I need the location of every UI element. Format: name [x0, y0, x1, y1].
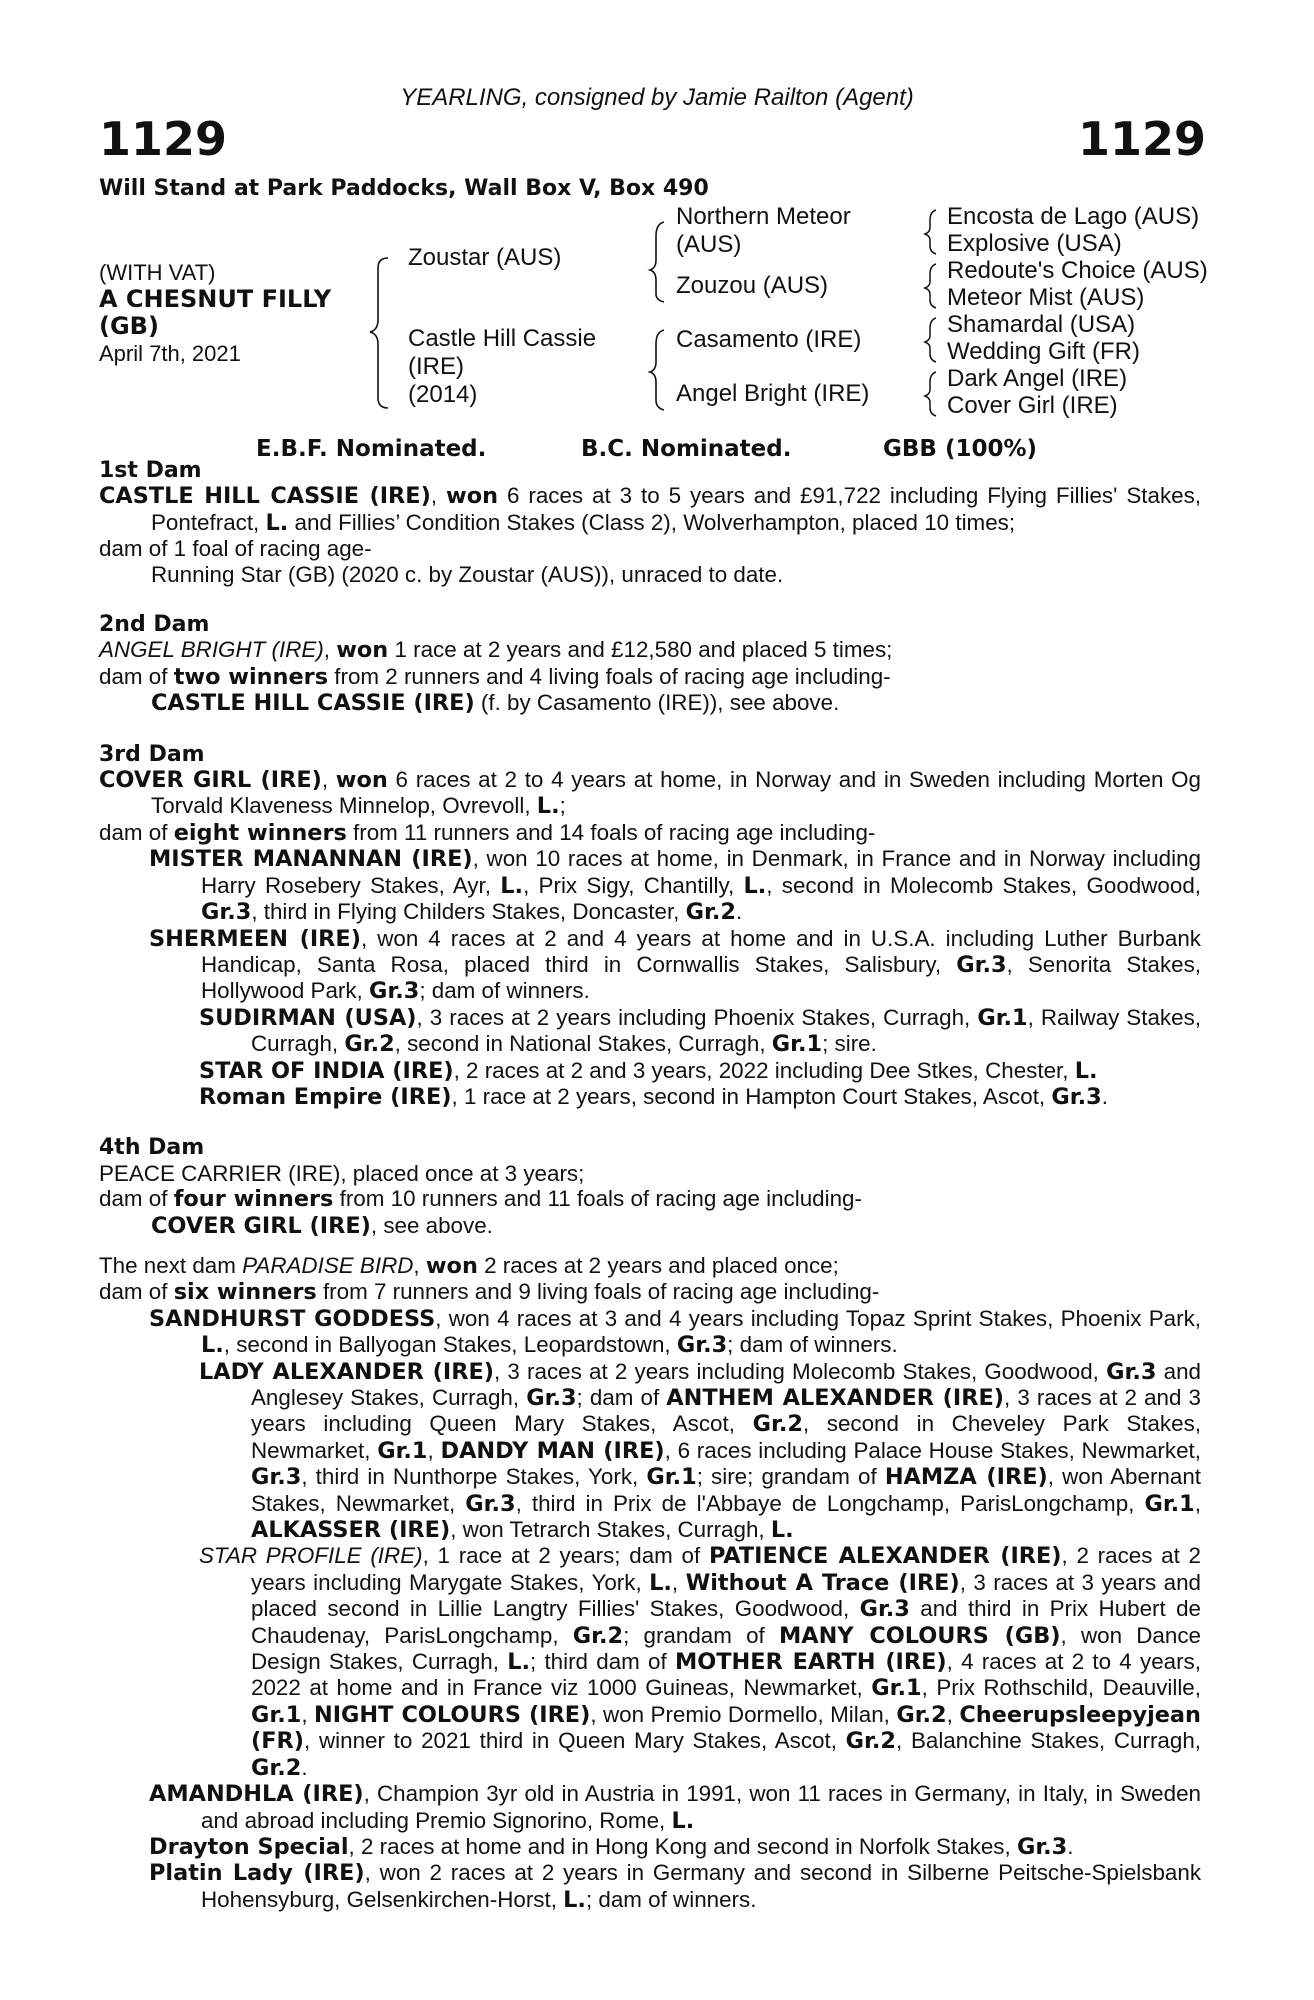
pedigree-brace-g12: [925, 210, 936, 254]
text-run: from 7 runners and 9 living foals of racing age including-: [316, 1279, 880, 1305]
bold-run: L.: [500, 872, 524, 899]
bold-run: Gr.1: [977, 1004, 1028, 1031]
bold-run: HAMZA (IRE): [884, 1464, 1048, 1491]
text-run: ; sire; grandam of: [696, 1464, 885, 1490]
text-run: .: [1101, 1083, 1108, 1109]
bold-run: Drayton Special: [149, 1833, 349, 1860]
text-run: Running Star (GB) (2020 c. by Zoustar (AUS)), unraced to date.: [151, 561, 784, 587]
text-run: ,: [413, 1252, 426, 1278]
text-run: , won Tetrarch Stakes, Curragh,: [450, 1517, 771, 1543]
bold-run: won: [336, 637, 389, 664]
dam3-produce-item: [99, 926, 1201, 1005]
pedigree-brace-main: [370, 258, 388, 408]
dam5-produce-item: [99, 1306, 1201, 1359]
text-run: 1 race at 2 years and £12,580 and placed 5 times;: [388, 637, 893, 663]
text-run: , third in Nunthorpe Stakes, York,: [301, 1464, 647, 1490]
text-run: ,: [430, 483, 447, 509]
dam4-heading: 4th Dam: [99, 1135, 205, 1161]
bold-run: Gr.1: [377, 1437, 428, 1464]
dam4-produce-intro: [99, 1186, 1201, 1212]
bold-run: ALKASSER (IRE): [251, 1517, 451, 1544]
text-run: ; third dam of: [529, 1649, 675, 1675]
text-run: ; dam of: [576, 1385, 667, 1410]
dam5-produce-item: [99, 1834, 1201, 1860]
bold-run: won: [335, 767, 388, 794]
text-run: ,: [671, 1569, 686, 1595]
text-run: and Anglesey Stakes, Curragh,: [251, 1358, 1201, 1410]
bold-run: LADY ALEXANDER (IRE): [199, 1358, 494, 1385]
text-run: ,: [323, 637, 337, 663]
lot-number-right: 1129: [1077, 112, 1206, 166]
dam5-produce-item: [99, 1860, 1201, 1913]
italic-run: PARADISE BIRD: [242, 1252, 414, 1278]
text-run: , Senorita Stakes, Hollywood Park,: [201, 951, 1202, 1004]
pedigree-brace-g78: [925, 372, 936, 416]
dam5-record: [99, 1253, 1201, 1279]
text-run: , 2 races at home and in Hong Kong and second in Norfolk Stakes,: [348, 1833, 1017, 1859]
text-run: 2 races at 2 years and placed once;: [477, 1252, 839, 1278]
bold-run: eight winners: [173, 819, 347, 846]
dam3-produce-item: [99, 846, 1201, 925]
dam1-produce-item: [99, 562, 1201, 587]
text-run: , 3 races at 2 years including Phoenix Stakes, Curragh,: [416, 1004, 978, 1030]
dam3-produce-intro: [99, 820, 1201, 846]
vat-note: (WITH VAT): [99, 260, 216, 285]
bold-run: Gr.1: [1144, 1490, 1195, 1517]
text-run: ,: [946, 1701, 960, 1727]
bold-run: Gr.1: [251, 1701, 302, 1728]
pedigree-brace-g34: [925, 264, 936, 308]
text-run: , Champion 3yr old in Austria in 1991, won 11 races in Germany, in Italy, in Sweden and abroad including Premio Signorino, Rome,: [201, 1781, 1201, 1833]
bold-run: Gr.3: [1051, 1083, 1102, 1110]
pedigree-sire: Zoustar (AUS): [408, 244, 562, 271]
text-run: dam of: [99, 819, 174, 845]
text-run: , won Premio Dormello, Milan,: [590, 1701, 897, 1727]
text-run: , 4 races at 2 to 4 years, 2022 at home and in France viz 1000 Guineas, Newmarket,: [251, 1649, 1201, 1701]
bold-run: Gr.3: [465, 1490, 516, 1517]
pedigree-dam-dam: Angel Bright (IRE): [676, 380, 870, 407]
dam1-record: [99, 483, 1201, 536]
text-run: from 2 runners and 4 living foals of racing age including-: [328, 663, 891, 689]
catalogue-body: [99, 458, 1201, 1913]
bold-run: Gr.2: [685, 899, 736, 926]
text-run: 6 races at 3 to 5 years and £91,722 including Flying Fillies' Stakes, Pontefract,: [151, 483, 1202, 535]
bold-run: L.: [743, 872, 767, 899]
text-run: , Prix Rothschild, Deauville,: [921, 1675, 1201, 1701]
text-run: .: [1067, 1833, 1074, 1859]
dam5-produce-item: [99, 1781, 1201, 1834]
text-run: .: [735, 899, 743, 925]
text-run: The next dam: [99, 1252, 243, 1278]
dam2-record: [99, 637, 1201, 663]
bold-run: L.: [563, 1886, 586, 1913]
text-run: , won 4 races at 2 and 4 years at home and in U.S.A. including Luther Burbank Handicap, Santa Rosa, placed third in Cornwallis Stakes, Salisbury,: [201, 925, 1201, 977]
text-run: ,: [301, 1701, 314, 1727]
bold-run: Gr.2: [344, 1031, 395, 1058]
text-run: , 2 races at 2 years including Marygate Stakes, York,: [251, 1543, 1202, 1595]
pedigree-g4: Meteor Mist (AUS): [947, 284, 1145, 311]
text-run: ; dam of winners.: [419, 978, 590, 1004]
text-run: and Fillies’ Condition Stakes (Class 2), Wolverhampton, placed 10 times;: [288, 509, 1016, 535]
pedigree-g1: Encosta de Lago (AUS): [947, 203, 1200, 230]
text-run: ; sire.: [822, 1031, 877, 1057]
bold-run: Gr.3: [1106, 1358, 1157, 1385]
pedigree-dam: Castle Hill Cassie (IRE) (2014): [408, 325, 597, 408]
pedigree-sire-dam: Zouzou (AUS): [676, 272, 829, 299]
gbb-rating: GBB (100%): [883, 436, 1038, 462]
text-run: ;: [559, 793, 566, 819]
bold-run: L.: [265, 509, 289, 536]
dam5-grand-produce-item: [99, 1359, 1201, 1544]
bold-run: Gr.3: [369, 978, 420, 1005]
pedigree-g5: Shamardal (USA): [947, 311, 1136, 338]
pedigree-sire-sire: Northern Meteor (AUS): [676, 203, 851, 258]
text-run: , won Dance Design Stakes, Curragh,: [251, 1622, 1201, 1675]
text-run: (f. by Casamento (IRE)), see above.: [474, 690, 840, 716]
pedigree-g8: Cover Girl (IRE): [947, 392, 1118, 419]
dam1-produce-intro: [99, 536, 1201, 561]
dam5-grand-produce-item: [99, 1543, 1201, 1781]
bold-run: Cheerupsleepyjean (FR): [251, 1701, 1201, 1755]
text-run: , second in Ballyogan Stakes, Leopardstown,: [223, 1332, 677, 1358]
bold-run: AMANDHLA (IRE): [149, 1781, 364, 1808]
bold-run: Gr.3: [676, 1332, 728, 1359]
bold-run: won: [446, 483, 499, 510]
bold-run: Gr.2: [896, 1701, 947, 1728]
lot-number-left: 1129: [99, 112, 228, 166]
italic-run: ANGEL BRIGHT (IRE): [99, 637, 324, 663]
bold-run: Gr.1: [646, 1464, 697, 1491]
pedigree-brace-g56: [925, 318, 936, 362]
bold-run: PATIENCE ALEXANDER (IRE): [708, 1543, 1062, 1570]
text-run: PEACE CARRIER (IRE), placed once at 3 years;: [99, 1160, 585, 1186]
dam3-grand-produce-item: [99, 1058, 1201, 1084]
text-run: ; dam of winners.: [727, 1332, 898, 1358]
bold-run: Gr.3: [526, 1385, 577, 1411]
text-run: and third in Prix Hubert de Chaudenay, ParisLongchamp,: [251, 1596, 1201, 1648]
dam3-heading: 3rd Dam: [99, 741, 205, 767]
bold-run: Gr.3: [201, 899, 252, 926]
text-run: , won Abernant Stakes, Newmarket,: [251, 1464, 1201, 1516]
text-run: , third in Prix de l'Abbaye de Longchamp, ParisLongchamp,: [515, 1490, 1145, 1516]
bold-run: SHERMEEN (IRE): [149, 925, 361, 952]
text-run: , second in Molecomb Stakes, Goodwood,: [766, 872, 1201, 898]
bold-run: two winners: [173, 663, 329, 690]
text-run: , Balanchine Stakes, Curragh,: [895, 1728, 1201, 1754]
dam2-produce-intro: [99, 664, 1201, 690]
bold-run: Gr.3: [956, 951, 1007, 978]
pedigree-dam-sire: Casamento (IRE): [676, 326, 862, 353]
text-run: , Prix Sigy, Chantilly,: [523, 872, 744, 898]
text-run: , see above.: [370, 1212, 493, 1238]
bold-run: ANTHEM ALEXANDER (IRE): [666, 1385, 1004, 1411]
text-run: ,: [1194, 1490, 1201, 1516]
pedigree-g3: Redoute's Choice (AUS): [947, 257, 1208, 284]
consignment-line: YEARLING, consigned by Jamie Railton (Agent): [400, 84, 914, 111]
horse-name: A CHESNUT FILLY: [99, 285, 332, 313]
dam5-produce-intro: [99, 1279, 1201, 1305]
text-run: , won 4 races at 3 and 4 years including Topaz Sprint Stakes, Phoenix Park,: [435, 1305, 1202, 1331]
text-run: dam of: [99, 663, 174, 689]
text-run: , second in National Stakes, Curragh,: [394, 1031, 772, 1057]
dam3-record: [99, 767, 1201, 820]
text-run: , won 2 races at 2 years in Germany and second in Silberne Peitsche-Spielsbank Hohensyburg, Gelsenkirchen-Horst,: [201, 1860, 1202, 1912]
bold-run: MANY COLOURS (GB): [778, 1622, 1061, 1649]
bold-run: L.: [671, 1807, 695, 1834]
dam1-heading: 1st Dam: [99, 458, 202, 483]
bold-run: DANDY MAN (IRE): [440, 1437, 665, 1464]
bold-run: Gr.3: [251, 1464, 302, 1491]
text-run: , won 10 races at home, in Denmark, in France and in Norway including Harry Rosebery Stakes, Ayr,: [201, 846, 1201, 898]
bold-run: Gr.2: [752, 1411, 803, 1438]
bold-run: Platin Lady (IRE): [149, 1860, 365, 1887]
text-run: , Railway Stakes, Curragh,: [251, 1004, 1201, 1057]
text-run: , 6 races including Palace House Stakes, Newmarket,: [664, 1437, 1201, 1463]
bold-run: six winners: [173, 1279, 317, 1306]
bold-run: Roman Empire (IRE): [199, 1083, 452, 1110]
horse-dob: April 7th, 2021: [99, 341, 241, 366]
text-run: from 10 runners and 11 foals of racing age including-: [333, 1186, 862, 1212]
dam4-record: [99, 1161, 1201, 1186]
bold-run: L.: [507, 1649, 530, 1676]
bold-run: NIGHT COLOURS (IRE): [313, 1701, 591, 1728]
dam2-produce-item: [99, 690, 1201, 716]
bc-nomination: B.C. Nominated.: [581, 436, 792, 462]
bold-run: CASTLE HILL CASSIE (IRE): [151, 690, 475, 717]
text-run: , 2 races at 2 and 3 years, 2022 including Dee Stkes, Chester,: [453, 1057, 1075, 1083]
ebf-nomination: E.B.F. Nominated.: [256, 436, 487, 462]
text-run: , 3 races at 3 years and placed second in Lillie Langtry Fillies' Stakes, Goodwood,: [251, 1569, 1201, 1622]
bold-run: SUDIRMAN (USA): [199, 1004, 417, 1031]
text-run: , 1 race at 2 years, second in Hampton Court Stakes, Ascot,: [451, 1083, 1052, 1109]
bold-run: COVER GIRL (IRE): [99, 767, 322, 794]
text-run: dam of 1 foal of racing age-: [99, 536, 372, 562]
bold-run: L.: [201, 1332, 224, 1359]
bold-run: L.: [536, 793, 560, 820]
bold-run: STAR OF INDIA (IRE): [199, 1057, 454, 1084]
bold-run: four winners: [173, 1186, 334, 1213]
dam3-grand-produce-item: [99, 1005, 1201, 1058]
text-run: from 11 runners and 14 foals of racing age including-: [346, 819, 876, 845]
pedigree-g7: Dark Angel (IRE): [947, 365, 1128, 392]
dam4-produce-item: [99, 1213, 1201, 1239]
dam2-heading: 2nd Dam: [99, 612, 210, 638]
italic-run: STAR PROFILE (IRE): [199, 1543, 423, 1569]
bold-run: Gr.2: [251, 1754, 302, 1781]
dam3-grand-produce-item: [99, 1084, 1201, 1110]
stand-location: Will Stand at Park Paddocks, Wall Box V, Box 490: [99, 176, 709, 201]
bold-run: L.: [770, 1517, 794, 1544]
pedigree-brace-sire: [650, 222, 664, 302]
bold-run: MOTHER EARTH (IRE): [674, 1649, 947, 1676]
horse-origin: (GB): [99, 312, 159, 340]
pedigree-g6: Wedding Gift (FR): [947, 338, 1140, 365]
text-run: ; dam of winners.: [585, 1886, 757, 1912]
text-run: ; grandam of: [623, 1622, 779, 1648]
text-run: , third in Flying Childers Stakes, Doncaster,: [251, 899, 686, 925]
text-run: .: [301, 1754, 308, 1780]
bold-run: Without A Trace (IRE): [685, 1569, 960, 1596]
bold-run: Gr.1: [771, 1031, 823, 1058]
text-run: dam of: [99, 1186, 174, 1212]
bold-run: Gr.1: [871, 1675, 922, 1702]
bold-run: SANDHURST GODDESS: [149, 1305, 436, 1332]
pedigree-g2: Explosive (USA): [947, 230, 1122, 257]
text-run: , second in Cheveley Park Stakes, Newmarket,: [251, 1411, 1201, 1463]
bold-run: Gr.3: [1016, 1833, 1068, 1860]
bold-run: Gr.2: [845, 1728, 896, 1755]
text-run: 6 races at 2 to 4 years at home, in Norway and in Sweden including Morten Og Torvald Klaveness Minnelop, Ovrevoll,: [151, 767, 1201, 819]
bold-run: L.: [649, 1569, 672, 1596]
bold-run: MISTER MANANNAN (IRE): [149, 846, 473, 873]
text-run: , 3 races at 2 and 3 years including Queen Mary Stakes, Ascot,: [251, 1385, 1201, 1437]
bold-run: won: [425, 1252, 478, 1279]
text-run: ,: [321, 767, 336, 793]
bold-run: Gr.3: [859, 1596, 910, 1623]
text-run: , 3 races at 2 years including Molecomb Stakes, Goodwood,: [493, 1358, 1107, 1384]
bold-run: COVER GIRL (IRE): [151, 1212, 371, 1239]
bold-run: L.: [1074, 1057, 1098, 1084]
text-run: , 1 race at 2 years; dam of: [422, 1543, 709, 1569]
text-run: dam of: [99, 1279, 174, 1305]
bold-run: CASTLE HILL CASSIE (IRE): [99, 483, 431, 510]
pedigree-brace-dam: [650, 330, 664, 410]
bold-run: Gr.2: [572, 1622, 624, 1649]
text-run: , winner to 2021 third in Queen Mary Stakes, Ascot,: [304, 1728, 846, 1754]
text-run: ,: [427, 1437, 441, 1463]
